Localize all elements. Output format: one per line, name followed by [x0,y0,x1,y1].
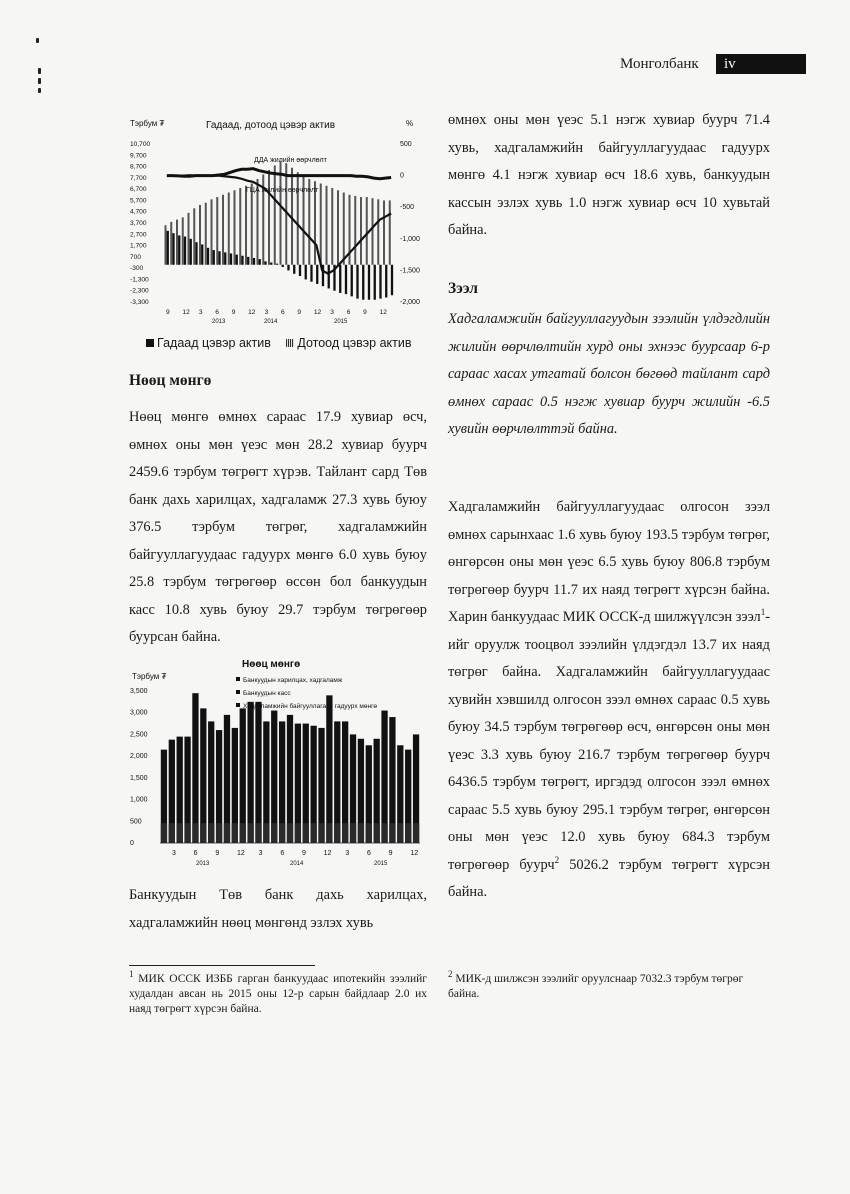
chart2-legend-item: Банкуудын касс [243,690,291,697]
chart1-bar-external [391,265,393,295]
chart1-annotation-dda: ДДА жилийн өөрчлөлт [254,157,327,164]
chart1-bar-external [253,258,255,265]
footnote-rule [129,965,315,966]
chart1-bar-domestic [216,197,218,265]
chart1-bar-domestic [354,196,356,265]
chart1-left-tick: 4,700 [130,208,147,216]
loan-footnote-ref-1: 1 [760,607,766,618]
reserve-money-paragraph [129,404,427,652]
loan-heading: Зээл [448,280,478,297]
chart2-bar-cash-segment [263,823,269,843]
chart1-x-tick: 9 [166,309,170,316]
chart1-bar-external [224,252,226,264]
chart1-bar-domestic [211,199,213,264]
chart1-x-tick: 12 [182,309,190,316]
chart1-bar-external [247,257,249,265]
bank-share-paragraph [129,882,427,937]
chart1-bar-domestic [360,197,362,265]
chart1-x-tick: 9 [231,309,236,316]
chart1-right-tick: -2,000 [400,299,420,306]
chart1-bar-domestic [165,225,167,265]
chart2-bar-cash-segment [366,823,372,843]
loan-paragraph [448,494,770,907]
chart1-right-tick: 0 [400,172,404,180]
chart1-x-tick: 3 [198,309,203,316]
chart1-bar-domestic [188,213,190,265]
chart1-bar-domestic [377,199,379,264]
chart1-x-tick: 6 [281,309,285,316]
chart1-x-tick: 12 [248,309,256,316]
chart1-left-tick: 7,700 [130,174,147,182]
chart2-bar-cash-segment [224,823,230,843]
chart1-left-tick: -2,300 [130,287,149,295]
chart1-x-tick: 3 [264,309,269,316]
chart1-bar-external [339,265,341,293]
chart2-year-label: 2013 [196,861,210,867]
chart1-bar-external [172,233,174,265]
chart2-bar-cash-segment [397,823,403,843]
chart1-bar-external [270,263,272,265]
reserve-money-heading: Нөөц мөнгө [129,372,212,389]
footnote-2 [448,969,770,1002]
chart1-bar-external [328,265,330,289]
chart2-y-tick: 3,500 [130,688,148,695]
chart1-bar-external [368,265,370,300]
chart1-annotation-gca: ГЦА жилийн өөрчлөлт [246,187,319,194]
chart2-bar-cash-segment [413,823,419,843]
chart1-bar-domestic [366,197,368,265]
chart2-x-tick: 6 [280,850,285,857]
chart1-year-label: 2014 [264,319,278,325]
chart1-left-tick: 8,700 [130,163,147,171]
scan-mark [38,68,41,74]
chart1-bar-external [241,256,243,265]
chart2-bar-cash-segment [161,823,167,843]
chart2-bar-cash-segment [318,823,324,843]
chart1-bar-external [230,253,232,264]
chart2-bar-cash-segment [310,823,316,843]
chart2-y-tick: 1,000 [130,796,148,804]
chart2-bar-cash-segment [271,823,277,843]
chart1-bar-external [385,265,387,298]
chart1-bar-external [236,255,238,265]
bank-share-text: Банкуудын Төв банк дахь харилцах, хадгаламжийн нөөц мөнгөнд эзлэх хувь [129,887,427,931]
chart2-legend-item: Хадгаламжийн байгууллагаас гадуурх мөнгө [243,703,378,710]
chart1-unit-right: % [406,119,414,128]
chart2-bar [240,708,246,843]
chart2-bar-cash-segment [350,823,356,843]
chart2-y-tick: 0 [130,840,134,847]
chart1-bar-domestic [199,205,201,265]
chart1-bar-external [264,261,266,264]
chart2-bar-cash-segment [405,823,411,843]
chart2-bar-cash-segment [216,823,222,843]
page-number: iv [716,54,806,74]
chart2-x-tick: 12 [237,850,245,857]
loan-text-part-c: 5026.2 тэрбум төгрөгт хүрсэн байна. [448,856,770,900]
chart2-bar-cash-segment [295,823,301,843]
chart1-left-tick: 10,700 [130,141,151,148]
chart1-bar-domestic [326,186,328,265]
header-bank-name: Монголбанк [620,56,699,72]
footnote-1-mark: 1 [129,969,134,980]
chart2-bar-cash-segment [232,823,238,843]
chart1-bar-domestic [331,188,333,265]
chart1-bar-external [356,265,358,299]
chart2-bar-cash-segment [247,823,253,843]
chart1-bar-external [178,235,180,264]
reserve-money-text: Нөөц мөнгө өмнөх сараас 17.9 хувиар өсч, өмнөх оны мөн үеэс мөн 28.2 хувиар буурч 2459.6 тэрбум төгрөгт хүрэв. Тайлант сард Төв банк дахь харилцах, хадгаламж 27.3 хувь буюу 376.5 тэрбум төгрөг, хадгаламжийн байгууллагуудаас гадуурх мөнгө 6.0 хувь буюу 25.8 тэрбум төгрөгөөр өссөн бол банкуудын касс 10.8 хувь буюу 29.7 тэрбум төгрөгөөр буурсан байна. [129,409,427,645]
scan-mark [36,38,39,43]
chart1-bar-external [207,248,209,265]
chart1-bar-domestic [343,193,345,265]
chart2-bar-cash-segment [169,823,175,843]
chart2-unit: Тэрбум ₮ [132,672,167,681]
footnote-1 [129,969,427,1017]
loan-footnote-ref-2: 2 [554,854,560,865]
chart2-y-tick: 2,500 [130,731,148,739]
chart1-bar-external [201,244,203,264]
chart1-bar-external [282,265,284,267]
chart1-left-tick: -3,300 [130,299,149,306]
chart2-legend-item: Банкуудын харилцах, хадгаламж [243,677,343,684]
chart2-bar-cash-segment [358,823,364,843]
chart2-x-tick: 6 [367,850,371,857]
chart2-bar-cash-segment [192,823,198,843]
chart1-bar-domestic [222,195,224,265]
chart1-bar-domestic [389,200,391,264]
chart1-bar-external [305,265,307,280]
chart1-year-label: 2015 [334,319,348,325]
chart1-bar-external [190,239,192,265]
chart2-x-tick: 3 [345,850,350,857]
chart1-x-tick: 3 [330,309,334,316]
chart2-x-tick: 9 [302,850,306,857]
chart1-bar-external [379,265,381,299]
chart2-bar [381,711,387,843]
footnote-2-text: МИК-д шилжсэн зээлийг оруулснаар 7032.3 тэрбум төгрөг байна. [448,973,744,1000]
chart1-left-tick: 700 [130,253,142,261]
right-text-1: өмнөх оны мөн үеэс 5.1 нэгж хувиар буурч 71.4 хувь, хадгаламжийн байгууллагуудаас гадуурх мөнгө 4.1 нэгж хувиар өсч 18.6 хувь, банкуудын кассын эзлэх хувь 1.0 нэгж хувиар өсч 10 хувьтай байна. [448,112,770,238]
chart1-bar-domestic [245,186,247,265]
chart1-left-tick: 5,700 [130,197,147,205]
chart1-title: Гадаад, дотоод цэвэр актив [206,120,336,131]
loan-text-part-b: -ийг оруулж тооцвол зээлийн үлдэгдэл 13.7 их наяд төгрөг байна. Хадгаламжийн байгууллагуудаас хувийн хэвшилд олгосон зээл өмнөх сараас 0.5 хувь буюу 34.5 тэрбум төгрөгөөр өсч, өнгөрсөн оны мөн үеэс 3.3 хувь буюу 216.7 тэрбум төгрөгөөр буурч 6436.5 тэрбум төгрөгт, иргэдэд олгосон зээл өмнөх сараас 5.5 хувь буюу 295.1 тэрбум төгрөг, өнгөрсөн оны мөн үеэс 12.0 хувь буюу 684.3 тэрбум төгрөгөөр буурч [448,609,770,873]
chart2-bar-cash-segment [279,823,285,843]
chart2-bar-cash-segment [389,823,395,843]
chart1-right-tick: 500 [400,141,412,148]
net-assets-chart [128,112,428,352]
legend-domestic-label: Дотоод цэвэр актив [297,336,412,350]
chart1-right-tick: -500 [400,204,415,212]
chart1-right-tick: -1,500 [400,267,420,275]
chart1-bar-external [218,251,220,265]
chart1-bar-external [293,265,295,274]
chart1-left-tick: 2,700 [130,231,147,239]
chart1-left-tick: 9,700 [130,152,147,160]
chart1-bar-external [287,265,289,271]
chart2-year-label: 2014 [290,861,304,867]
chart2-x-tick: 3 [258,850,263,857]
chart2-x-tick: 12 [410,850,419,857]
chart1-bar-domestic [239,188,241,265]
chart1-bar-domestic [383,200,385,264]
chart2-bar [200,708,206,843]
loan-summary [448,306,770,444]
chart2-bar [326,695,332,843]
chart2-bar-cash-segment [240,823,246,843]
chart2-bar [255,702,261,843]
chart1-bar-external [316,265,318,284]
legend-swatch-external [146,339,154,347]
chart1-bar-external [299,265,301,276]
chart2-bar-cash-segment [200,823,206,843]
chart2-bar-cash-segment [374,823,380,843]
chart2-x-tick: 6 [193,850,198,857]
chart2-x-tick: 12 [323,850,332,857]
chart2-x-tick: 9 [215,850,220,857]
chart1-bar-external [374,265,376,300]
chart2-bar-cash-segment [177,823,183,843]
loan-summary-text: Хадгаламжийн байгууллагуудын зээлийн үлдэгдлийн жилийн өөрчлөлтийн хурд оны эхнээс буурсаар 6-р сараас хасах утгатай болсон бөгөөд тайлант сард өмнөх сараас 0.5 нэгж хувиар буурч жилийн -6.5 хувийн өөрчлөлттэй байна. [448,311,770,437]
chart1-year-label: 2013 [212,319,226,325]
chart1-bar-domestic [234,190,236,264]
legend-swatch-domestic [286,339,294,347]
chart1-bar-external [351,265,353,297]
chart1-bar-external [213,250,215,265]
chart1-left-tick: 1,700 [130,242,147,250]
scan-mark [38,78,41,84]
chart2-year-label: 2015 [374,861,388,867]
chart1-x-tick: 12 [313,309,322,316]
chart2-bar-cash-segment [334,823,340,843]
chart1-bar-domestic [274,165,276,264]
legend-external-label: Гадаад цэвэр актив [157,336,271,350]
chart1-bar-domestic [176,220,178,265]
chart2-bar [192,693,198,843]
chart2-legend [236,677,377,710]
chart1-left-tick: -300 [130,265,144,273]
chart1-right-tick: -1,000 [400,235,420,243]
chart1-bar-domestic [170,222,172,265]
chart1-bar-domestic [268,170,270,265]
chart2-bar-cash-segment [326,823,332,843]
chart1-bar-domestic [182,217,184,264]
chart1-bar-domestic [205,203,207,265]
chart2-bar-cash-segment [184,823,190,843]
chart2-bar [247,702,253,843]
chart1-bar-external [195,242,197,265]
chart1-left-tick: -1,300 [130,276,149,284]
chart1-bar-domestic [372,198,374,265]
chart1-bar-external [184,237,186,265]
chart2-bar-cash-segment [381,823,387,843]
chart2-bar-cash-segment [287,823,293,843]
loan-text [448,494,770,907]
chart1-x-tick: 6 [215,309,219,316]
chart1-bar-domestic [280,161,282,265]
chart1-bar-external [276,264,278,265]
chart1-left-tick: 6,700 [130,186,147,194]
chart2-y-tick: 500 [130,818,142,826]
chart1-bar-domestic [228,193,230,265]
chart2-y-tick: 3,000 [130,709,148,717]
chart1-unit-left: Тэрбум ₮ [130,119,165,128]
chart1-bar-external [345,265,347,294]
chart2-bar [271,711,277,843]
scan-mark [38,88,41,93]
chart1-bar-domestic [193,208,195,264]
chart2-bar-cash-segment [208,823,214,843]
chart1-x-tick: 12 [379,309,387,316]
chart1-bar-domestic [251,184,253,265]
chart1-x-tick: 9 [363,309,367,316]
chart1-bar-external [167,231,169,265]
chart1-line-dda [167,169,391,179]
chart2-x-tick: 3 [172,850,176,857]
right-paragraph-1 [448,107,770,245]
chart2-bar-cash-segment [255,823,261,843]
chart1-x-tick: 6 [346,309,351,316]
chart1-bar-external [362,265,364,300]
chart1-x-tick: 9 [297,309,302,316]
chart1-bar-external [259,259,261,265]
chart2-x-tick: 9 [388,850,393,857]
chart1-left-tick: 3,700 [130,220,147,227]
chart1-legend [146,336,412,350]
chart1-bar-domestic [320,184,322,265]
reserve-money-chart [128,655,428,875]
footnote-2-mark: 2 [448,969,453,980]
chart2-bar-cash-segment [342,823,348,843]
chart1-bar-external [310,265,312,282]
chart2-y-tick: 2,000 [130,753,148,761]
chart2-title: Нөөц мөнгө [242,659,301,670]
loan-text-part-a: Хадгаламжийн байгууллагуудаас олгосон зээл өмнөх сарынхаас 1.6 хувь буюу 193.5 тэрбум төгрөг, өнгөрсөн оны мөн үеэс 6.5 хувь буюу 806.8 тэрбум төгрөгөөр буурч 11.7 их наяд төгрөгт хүрсэн байна. Харин банкуудаас МИК ОССК-д шилжүүлсэн зээл [448,499,770,625]
chart1-bar-domestic [337,190,339,264]
chart2-y-tick: 1,500 [130,774,148,782]
footnote-1-text: МИК ОССК ИЗББ гарган банкуудаас ипотекийн зээлийг худалдан авсан нь 2015 оны 12-р сарын байдлаар 2.0 их наяд төгрөгт хүрсэн байна. [129,973,427,1015]
chart2-bar-cash-segment [303,823,309,843]
